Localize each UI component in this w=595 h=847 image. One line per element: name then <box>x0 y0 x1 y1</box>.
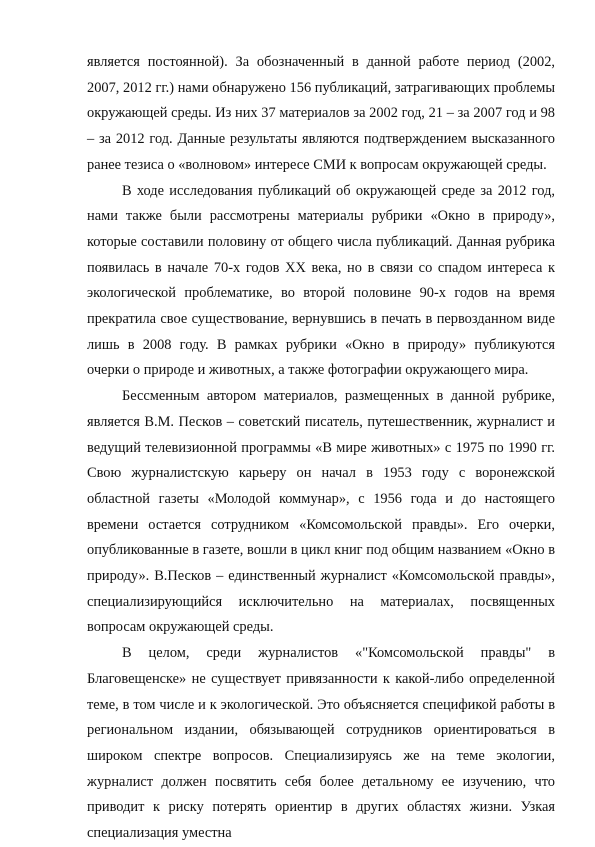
paragraph-okno-v-prirodu: В ходе исследования публикаций об окружающей среде за 2012 год, нами также были рассмотрены материалы рубрики «Окно в природу», которые составили половину от общего числа публикаций. Данная рубрика появилась в начале 70-х годов XX века, но в связи со спадом интереса к экологической проблематике, во второй половине 90-х годов на время прекратила свое существование, вернувшись в печать в первозданном виде лишь в 2008 году. В рамках рубрики «Окно в природу» публикуются очерки о природе и животных, а также фотографии окружающего мира. <box>87 182 555 379</box>
paragraph-peskov: Бессменным автором материалов, размещенных в данной рубрике, является В.М. Песков – советский писатель, путешественник, журналист и ведущий телевизионной программы «В мире животных» с 1975 по 1990 гг. Свою журналистскую карьеру он начал в 1953 году с воронежской областной газеты «Молодой коммунар», с 1956 года и до настоящего времени остается сотрудником «Комсомольской правды». Его очерки, опубликованные в газете, вошли в цикл книг под общим названием «Окно в природу». В.Песков – единственный журналист «Комсомольской правды», специализирующийся исключительно на материалах, посвященных вопросам окружающей среды. <box>87 388 555 636</box>
body-text <box>87 50 555 847</box>
paragraph-continuation: является постоянной). За обозначенный в данной работе период (2002, 2007, 2012 гг.) нами обнаружено 156 публикаций, затрагивающих проблемы окружающей среды. Из них 37 материалов за 2002 год, 21 – за 2007 год и 98 – за 2012 год. Данные результаты являются подтверждением высказанного ранее тезиса о «волновом» интересе СМИ к вопросам окружающей среды. <box>87 54 555 173</box>
paragraph-journalists-specialization: В целом, среди журналистов «"Комсомольской правды" в Благовещенске» не существует привязанности к какой-либо определенной теме, в том числе и к экологической. Это объясняется спецификой работы в региональном издании, обязывающей сотрудников ориентироваться в широком спектре вопросов. Специализируясь же на теме экологии, журналист должен посвятить себя более детальному ее изучению, что приводит к риску потерять ориентир в других областях жизни. Узкая специализация уместна <box>87 645 555 842</box>
